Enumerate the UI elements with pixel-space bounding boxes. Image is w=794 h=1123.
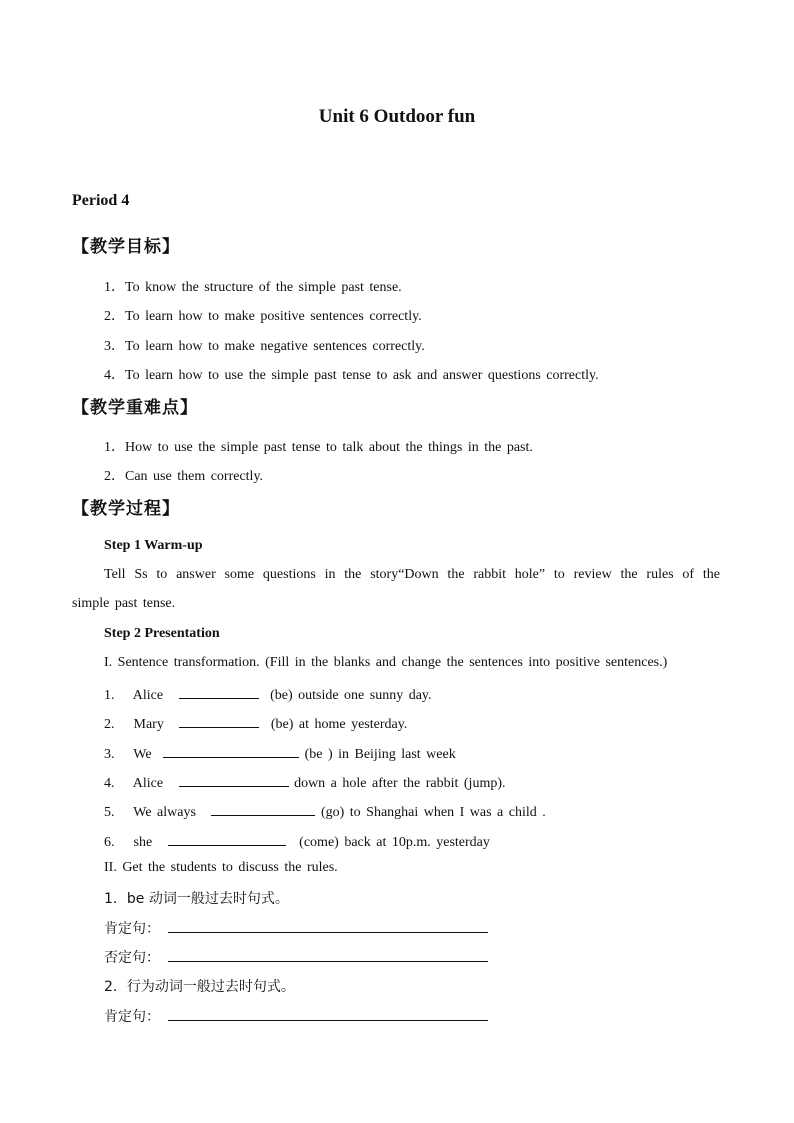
keypoint-item: 2．Can use them correctly. bbox=[104, 469, 264, 484]
step1-text-line1: Tell Ss to answer some questions in the story“Down the rabbit hole” to review the rules of the bbox=[104, 567, 720, 582]
exercise-number: 1. bbox=[104, 688, 115, 703]
document-title: Unit 6 Outdoor fun bbox=[318, 106, 476, 127]
rule2-text: 2．行为动词一般过去时句式。 bbox=[104, 979, 295, 995]
exercise-blank[interactable] bbox=[179, 684, 259, 699]
exercise-number: 4. bbox=[104, 776, 115, 791]
process-heading: 【教学过程】 bbox=[72, 499, 180, 519]
objective-item: 4．To learn how to use the simple past tense to ask and answer questions correctly. bbox=[104, 368, 599, 383]
exercise-number: 3. bbox=[104, 747, 115, 762]
objectives-heading: 【教学目标】 bbox=[72, 237, 180, 257]
exercise-rest: (come) back at 10p.m. yesterday bbox=[299, 835, 490, 850]
answer-line[interactable] bbox=[168, 961, 488, 962]
negative-label: 否定句： bbox=[104, 950, 160, 966]
affirmative-label: 肯定句： bbox=[104, 921, 160, 937]
exercise-row bbox=[104, 831, 490, 851]
answer-line[interactable] bbox=[168, 1020, 488, 1021]
exercise-rest: (be) outside one sunny day. bbox=[270, 688, 432, 703]
exercise-blank[interactable] bbox=[211, 801, 315, 816]
keypoint-item: 1．How to use the simple past tense to talk about the things in the past. bbox=[104, 440, 533, 455]
exercise-subject: Alice bbox=[132, 776, 164, 791]
step1-text-line2: simple past tense. bbox=[72, 596, 176, 611]
affirmative-label: 肯定句： bbox=[104, 1009, 160, 1025]
exercise-number: 6. bbox=[104, 835, 115, 850]
objective-item: 3．To learn how to make negative sentences correctly. bbox=[104, 339, 425, 354]
keypoints-heading: 【教学重难点】 bbox=[72, 398, 198, 418]
exercise-row bbox=[104, 713, 407, 733]
step2-heading: Step 2 Presentation bbox=[104, 626, 220, 641]
period-label: Period 4 bbox=[72, 192, 130, 209]
exercise-rest: (be ) in Beijing last week bbox=[304, 747, 456, 762]
exercise-subject: she bbox=[133, 835, 153, 850]
exercise-subject: We bbox=[133, 747, 152, 762]
objective-item: 1．To know the structure of the simple past tense. bbox=[104, 280, 402, 295]
exercise-blank[interactable] bbox=[179, 772, 289, 787]
exercise-blank[interactable] bbox=[179, 713, 259, 728]
exercise-blank[interactable] bbox=[168, 831, 286, 846]
exercise-number: 2. bbox=[104, 717, 115, 732]
exercise-subject: We always bbox=[133, 805, 196, 820]
exercise-row bbox=[104, 772, 506, 792]
exercise-rest: down a hole after the rabbit (jump). bbox=[294, 776, 506, 791]
exercise-number: 5. bbox=[104, 805, 115, 820]
exercise-subject: Mary bbox=[133, 717, 164, 732]
exercise-row bbox=[104, 684, 432, 704]
objective-item: 2．To learn how to make positive sentences correctly. bbox=[104, 309, 422, 324]
answer-line[interactable] bbox=[168, 932, 488, 933]
exercise-rest: (go) to Shanghai when I was a child . bbox=[320, 805, 546, 820]
rule1-text: 1．be 动词一般过去时句式。 bbox=[104, 891, 289, 907]
exercise-blank[interactable] bbox=[163, 743, 299, 758]
step1-heading: Step 1 Warm-up bbox=[104, 538, 203, 553]
part1-instruction: I. Sentence transformation. (Fill in the blanks and change the sentences into positive sentences.) bbox=[104, 655, 668, 670]
exercise-rest: (be) at home yesterday. bbox=[270, 717, 408, 732]
exercise-row bbox=[104, 801, 546, 821]
part2-instruction: II. Get the students to discuss the rules. bbox=[104, 860, 338, 875]
exercise-subject: Alice bbox=[132, 688, 164, 703]
exercise-row bbox=[104, 743, 456, 763]
